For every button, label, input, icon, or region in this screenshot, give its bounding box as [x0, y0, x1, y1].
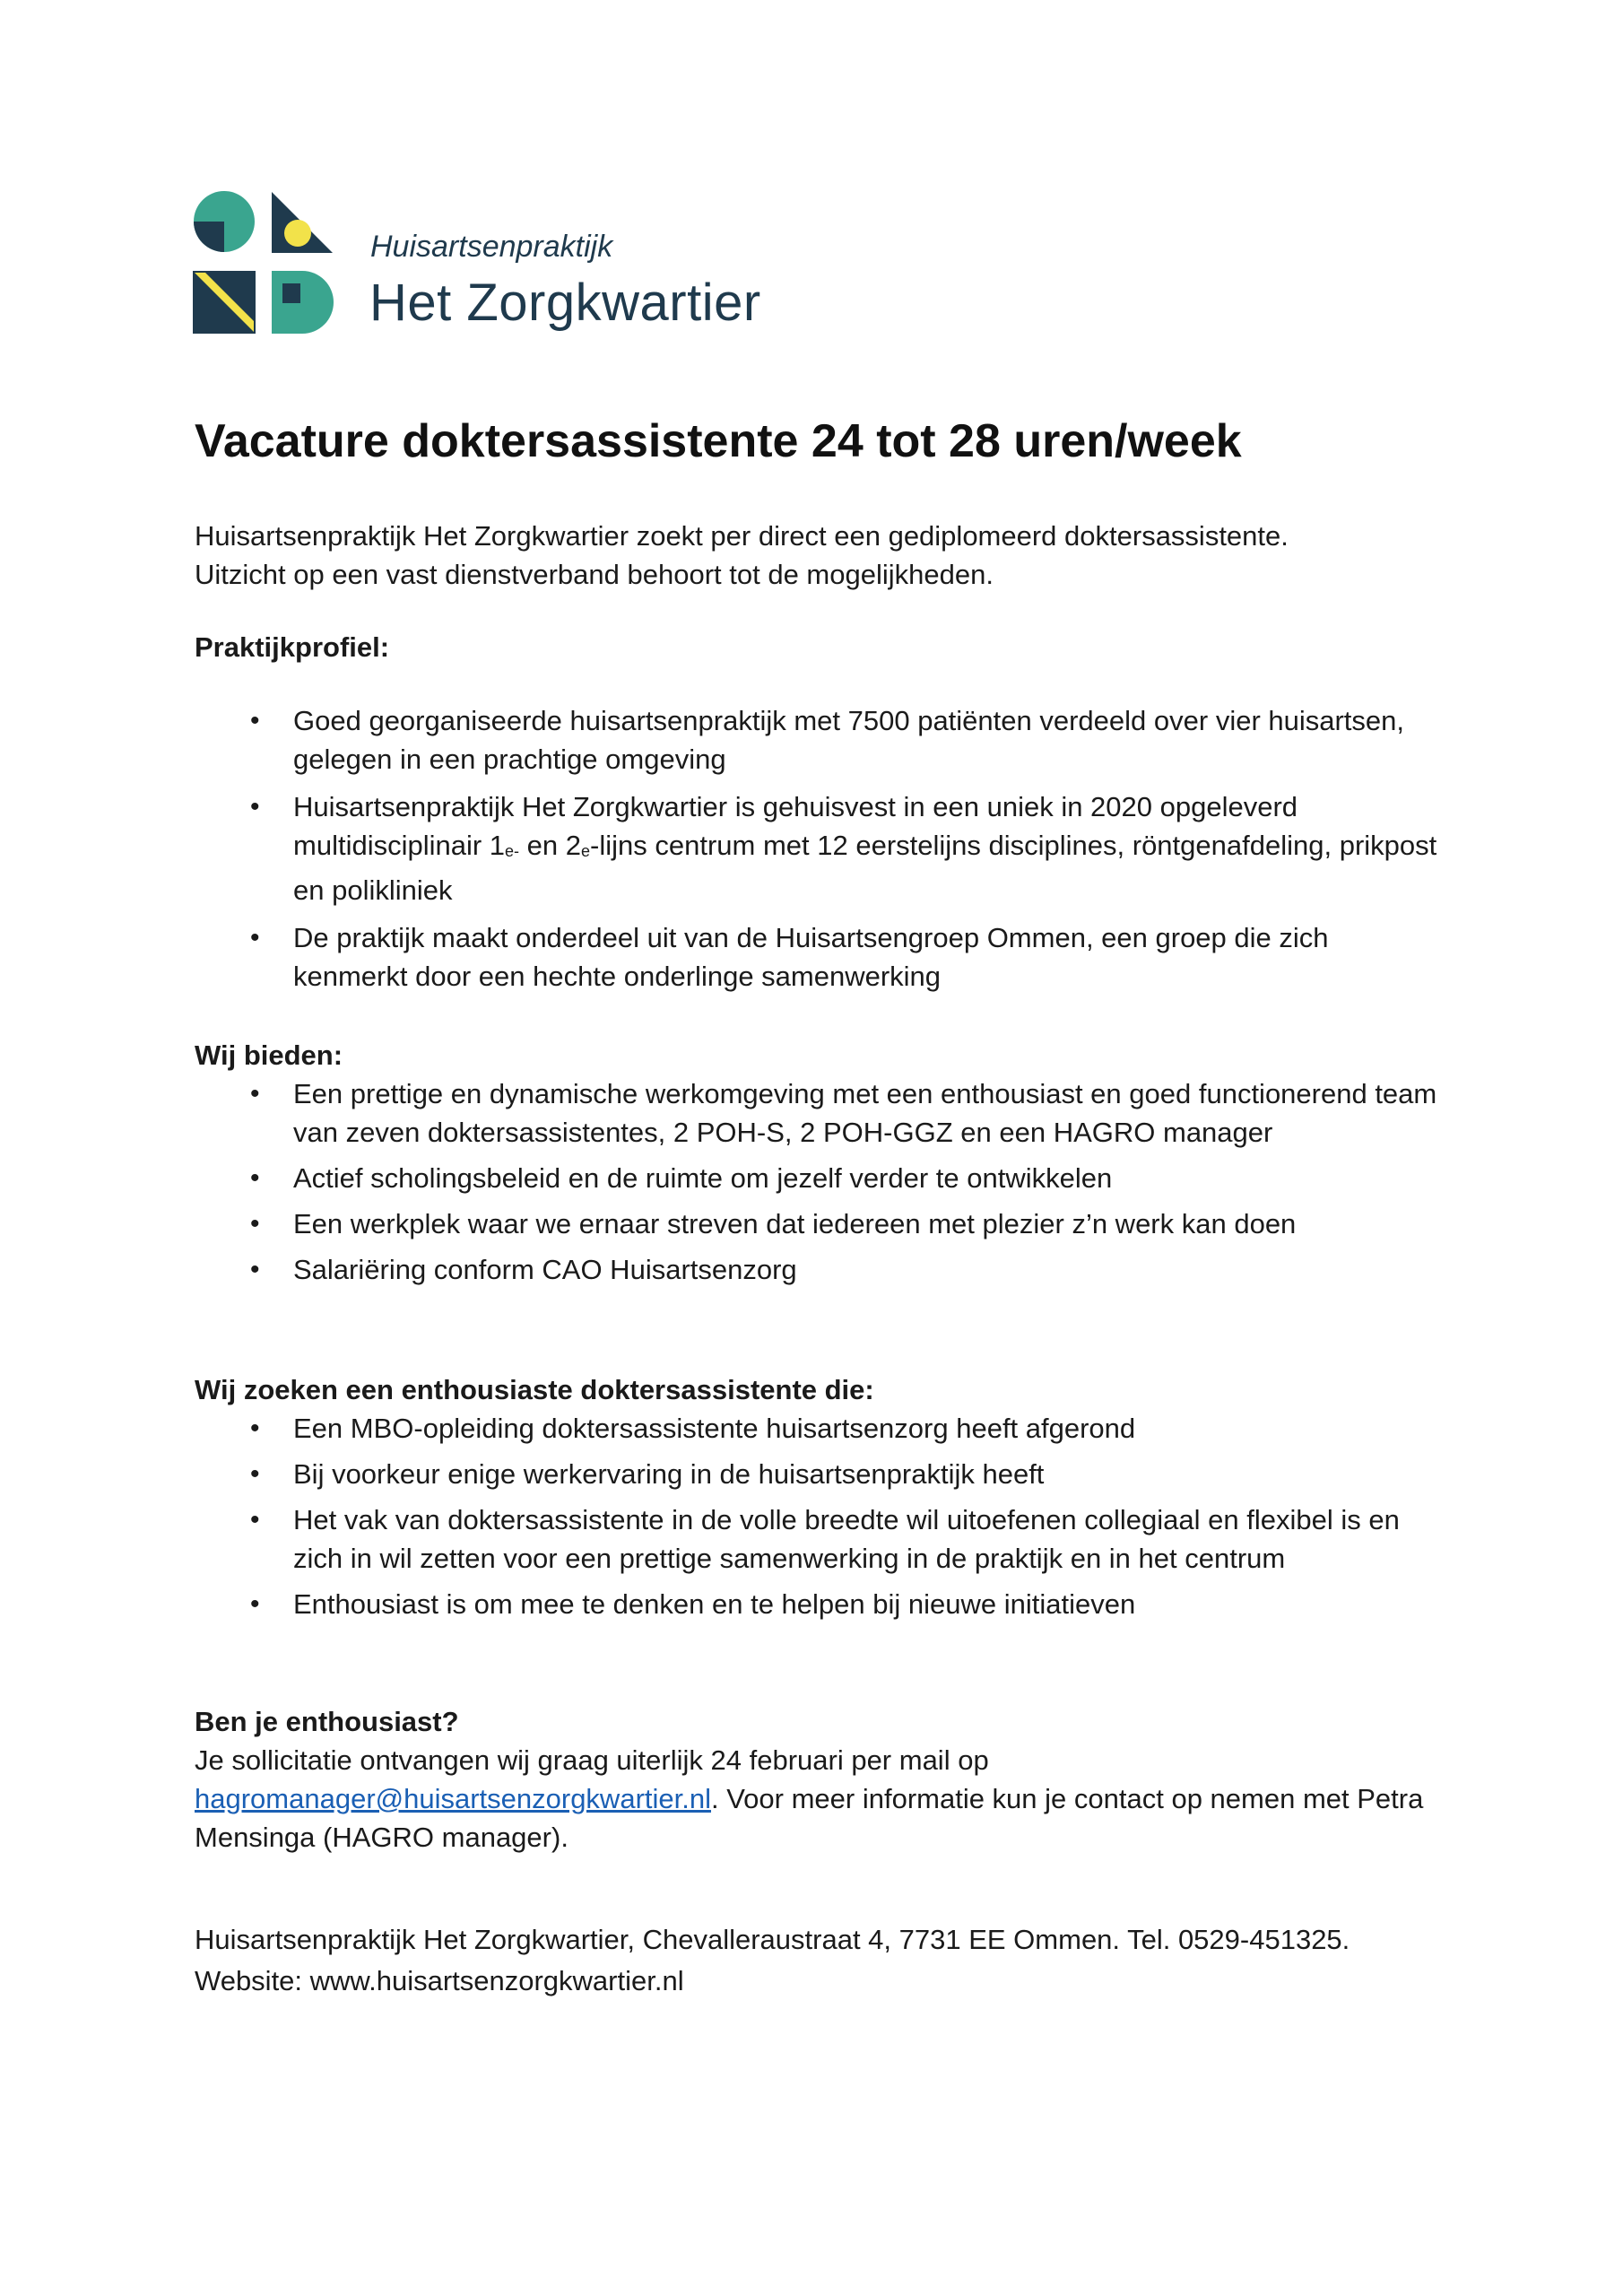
logo-name: Het Zorgkwartier [369, 274, 761, 332]
bullet-icon: • [250, 1413, 260, 1443]
apply-contact-text: . Voor meer informatie kun je contact op nemen met Petra Mensinga (HAGRO manager). [195, 1783, 1424, 1853]
list-item-text: Huisartsenpraktijk Het Zorgkwartier is gehuisvest in een uniek in 2020 opgeleverd multidisciplinair 1e- en 2e-lijns centrum met 12 eerstelijns disciplines, röntgenafdeling, prikpost en polikliniek [293, 791, 1437, 906]
bullet-icon: • [250, 1459, 260, 1489]
section-heading-apply: Ben je enthousiast? [195, 1706, 459, 1737]
bullet-icon: • [250, 1505, 260, 1535]
list-item [195, 787, 1450, 909]
list-item [195, 1585, 1450, 1623]
list-item-text: Een werkplek waar we ernaar streven dat iedereen met plezier z’n werk kan doen [293, 1208, 1297, 1239]
profile-list [195, 701, 1450, 996]
footer-address: Huisartsenpraktijk Het Zorgkwartier, Chevalleraustraat 4, 7731 EE Ommen. Tel. 0529-451325. [195, 1924, 1350, 1955]
apply-text [195, 1741, 1450, 1857]
list-item-text: Een MBO-opleiding doktersassistente huisartsenzorg heeft afgerond [293, 1413, 1136, 1444]
list-item [195, 1205, 1450, 1243]
logo-subtitle: Huisartsenpraktijk [370, 230, 613, 264]
list-item-text: Het vak van doktersassistente in de volle breedte wil uitoefenen collegiaal en flexibel is en zich in wil zetten voor een prettige samenwerking in de praktijk en in het centrum [293, 1504, 1400, 1574]
section-offer [195, 1036, 1450, 1296]
list-item [195, 1074, 1450, 1152]
section-heading-profile: Praktijkprofiel: [195, 631, 390, 663]
logo-mark-icon [193, 190, 345, 343]
list-item-text: Actief scholingsbeleid en de ruimte om jezelf verder te ontwikkelen [293, 1162, 1113, 1194]
section-profile [195, 628, 1450, 1004]
list-item [195, 701, 1450, 778]
list-item [195, 1455, 1450, 1493]
bullet-icon: • [250, 1079, 260, 1109]
bullet-icon: • [250, 923, 260, 952]
offer-list [195, 1074, 1450, 1289]
bullet-icon: • [250, 1163, 260, 1193]
practice-logo [193, 190, 820, 347]
section-seek [195, 1370, 1450, 1631]
intro-line-1: Huisartsenpraktijk Het Zorgkwartier zoekt per direct een gediplomeerd doktersassistente. [195, 520, 1289, 552]
bullet-icon: • [250, 1209, 260, 1239]
list-item [195, 918, 1450, 996]
section-apply [195, 1702, 1450, 1857]
apply-line-1: Je sollicitatie ontvangen wij graag uiterlijk 24 februari per mail op [195, 1744, 989, 1776]
list-item-text: Een prettige en dynamische werkomgeving met een enthousiast en goed functionerend team van zeven doktersassistentes, 2 POH-S, 2 POH-GGZ en een HAGRO manager [293, 1078, 1437, 1148]
bullet-icon: • [250, 792, 260, 822]
intro-text [195, 517, 1450, 594]
list-item [195, 1409, 1450, 1448]
seek-list [195, 1409, 1450, 1623]
contact-footer [195, 1919, 1495, 2002]
list-item-text: De praktijk maakt onderdeel uit van de Huisartsengroep Ommen, een groep die zich kenmerkt door een hechte onderlinge samenwerking [293, 922, 1329, 992]
list-item [195, 1250, 1450, 1289]
bullet-icon: • [250, 1589, 260, 1619]
section-heading-seek: Wij zoeken een enthousiaste doktersassistente die: [195, 1374, 874, 1405]
list-item-text: Enthousiast is om mee te denken en te helpen bij nieuwe initiatieven [293, 1588, 1136, 1620]
intro-line-2: Uitzicht op een vast dienstverband behoort tot de mogelijkheden. [195, 559, 994, 590]
page-title: Vacature doktersassistente 24 tot 28 uren/week [195, 415, 1242, 467]
email-link[interactable]: hagromanager@huisartsenzorgkwartier.nl [195, 1783, 711, 1814]
list-item-text: Bij voorkeur enige werkervaring in de huisartsenpraktijk heeft [293, 1458, 1045, 1490]
list-item [195, 1500, 1450, 1578]
footer-website: Website: www.huisartsenzorgkwartier.nl [195, 1965, 684, 1996]
list-item-text: Salariëring conform CAO Huisartsenzorg [293, 1254, 797, 1285]
bullet-icon: • [250, 706, 260, 735]
bullet-icon: • [250, 1255, 260, 1284]
list-item-text: Goed georganiseerde huisartsenpraktijk met 7500 patiënten verdeeld over vier huisartsen, gelegen in een prachtige omgeving [293, 705, 1405, 775]
list-item [195, 1159, 1450, 1197]
section-heading-offer: Wij bieden: [195, 1039, 343, 1071]
